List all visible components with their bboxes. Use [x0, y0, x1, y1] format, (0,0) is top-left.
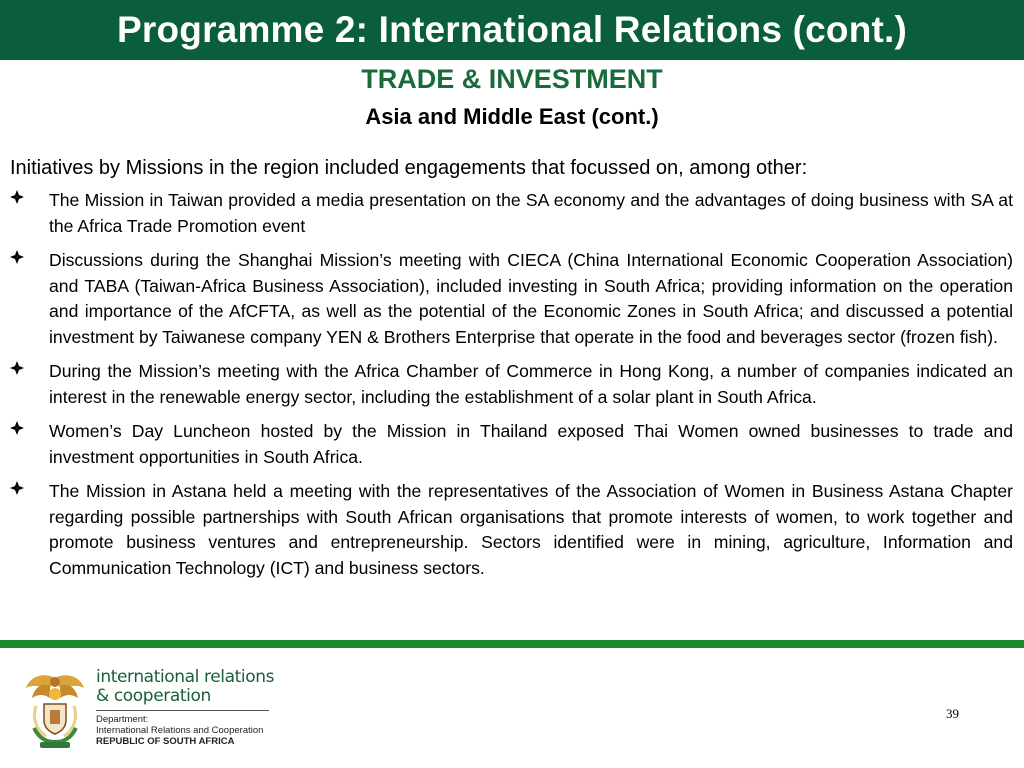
- slide-title: Programme 2: International Relations (cont.): [116, 9, 908, 50]
- diamond-bullet-icon: [10, 361, 24, 375]
- logo-line-1: international relations: [96, 667, 275, 687]
- bullet-text: The Mission in Taiwan provided a media presentation on the SA economy and the advantages of doing business with SA at the Africa Trade Promotion event: [49, 190, 1013, 236]
- page-number: 39: [946, 706, 959, 721]
- title-bar: [0, 0, 1024, 60]
- bullet-text: Discussions during the Shanghai Mission’s meeting with CIECA (China International Economic Cooperation Association) and TABA (Taiwan-Africa Business Association), included investing in South Africa; providing information on the operation and importance of the AfCFTA, as well as the potential of the Economic Zones in South Africa; and discussed a potential investment by Taiwanese company YEN & Brothers Enterprise that operate in the food and beverages sector (frozen fish).: [49, 250, 1013, 347]
- diamond-bullet-icon: [10, 190, 24, 204]
- bullet-text: During the Mission’s meeting with the Africa Chamber of Commerce in Hong Kong, a number of companies indicated an interest in the renewable energy sector, including the establishment of a solar plant in South Africa.: [49, 361, 1013, 407]
- logo-line-2: & cooperation: [96, 686, 211, 706]
- department-logo: [96, 668, 276, 747]
- department-label: Department:: [96, 714, 149, 725]
- department-name: International Relations and Cooperation: [96, 725, 264, 736]
- bullet-item: [10, 248, 1013, 350]
- bullet-text: Women’s Day Luncheon hosted by the Mission in Thailand exposed Thai Women owned businesses to trade and investment opportunities in South Africa.: [49, 421, 1013, 467]
- section-subtitle: Asia and Middle East (cont.): [365, 104, 659, 129]
- bullet-text: The Mission in Astana held a meeting with the representatives of the Association of Women in Business Astana Chapter regarding possible partnerships with South African organisations that promote interests of women, to work together and promote business ventures and entrepreneurship. Sectors identified were in mining, agriculture, Information and Communication Technology (ICT) and business sectors.: [49, 481, 1013, 578]
- intro-text: Initiatives by Missions in the region included engagements that focussed on, among other:: [10, 157, 808, 179]
- bullet-list: [10, 188, 1013, 590]
- footer-divider: [0, 640, 1024, 648]
- diamond-bullet-icon: [10, 421, 24, 435]
- bullet-item: [10, 359, 1013, 410]
- bullet-item: [10, 479, 1013, 581]
- country-name: REPUBLIC OF SOUTH AFRICA: [96, 736, 235, 747]
- bullet-item: [10, 419, 1013, 470]
- coat-of-arms-icon: [22, 670, 88, 750]
- diamond-bullet-icon: [10, 250, 24, 264]
- diamond-bullet-icon: [10, 481, 24, 495]
- section-title: TRADE & INVESTMENT: [361, 64, 663, 94]
- logo-rule: [96, 710, 269, 711]
- bullet-item: [10, 188, 1013, 239]
